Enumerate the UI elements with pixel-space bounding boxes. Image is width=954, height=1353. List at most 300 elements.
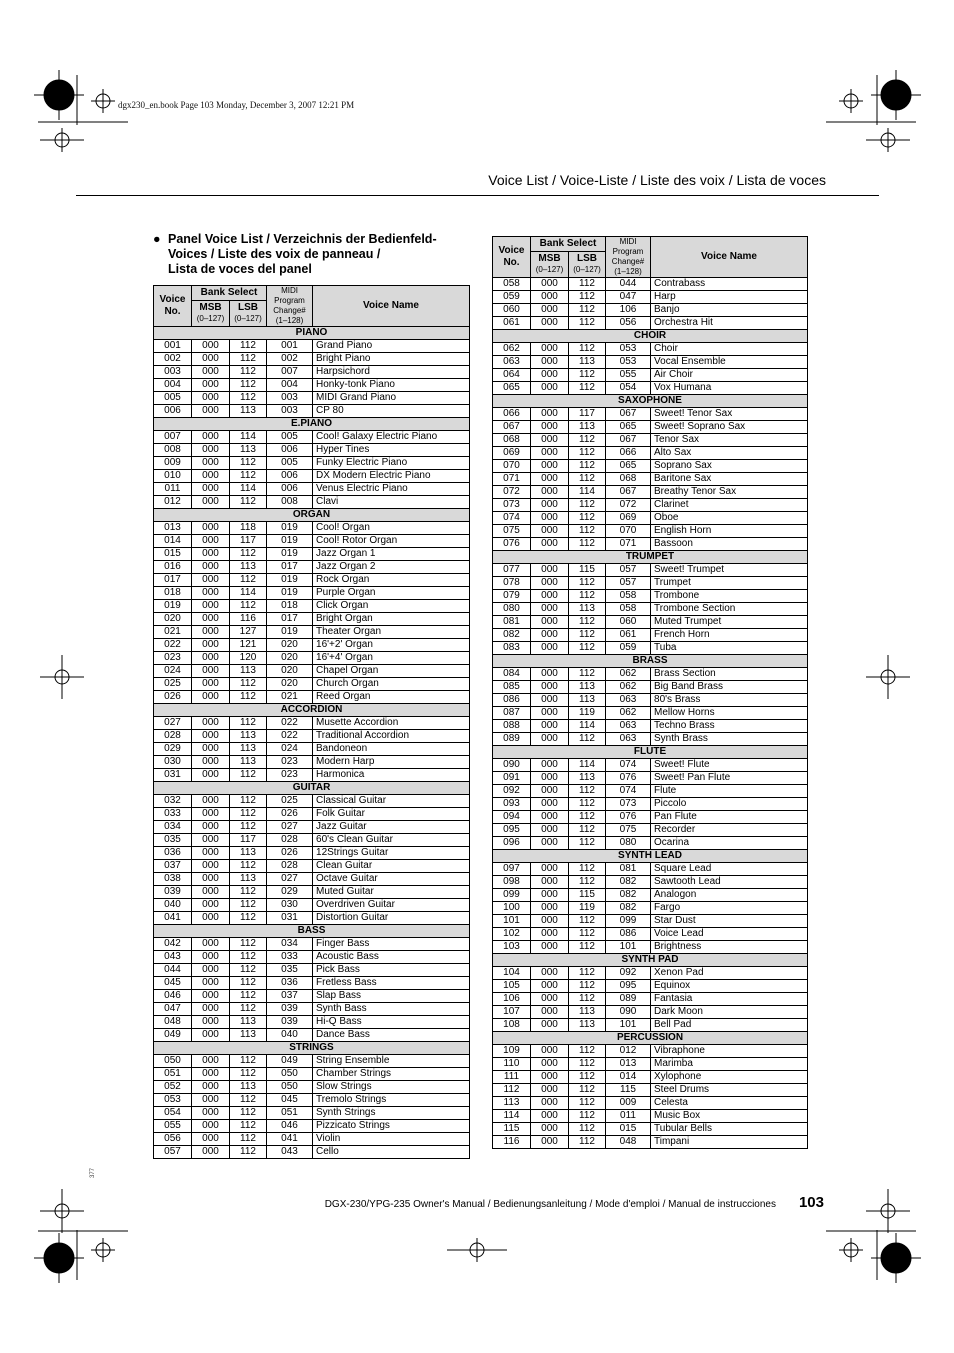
voice-no-cell: 047 [154,1003,192,1016]
msb-cell: 000 [192,431,230,444]
lsb-cell: 113 [230,1016,267,1029]
table-row [154,665,470,678]
voice-name-cell: Slow Strings [313,1081,470,1094]
msb-cell: 000 [531,824,569,837]
table-row [154,899,470,912]
voice-name-cell: 16'+4' Organ [313,652,470,665]
lsb-cell: 112 [230,951,267,964]
lsb-cell: 115 [569,889,606,902]
voice-name-cell: Brass Section [651,668,808,681]
voice-no-cell: 045 [154,977,192,990]
lsb-cell: 112 [230,860,267,873]
lsb-cell: 112 [569,590,606,603]
msb-cell: 000 [192,1120,230,1133]
program-change-cell: 063 [606,733,651,746]
lsb-cell: 113 [230,873,267,886]
lsb-cell: 112 [230,1107,267,1120]
lsb-cell: 113 [569,421,606,434]
voice-name-cell: Harpsichord [313,366,470,379]
voice-name-cell: Chapel Organ [313,665,470,678]
voice-no-cell: 022 [154,639,192,652]
voice-no-cell: 055 [154,1120,192,1133]
lsb-cell: 113 [230,743,267,756]
program-change-cell: 067 [606,408,651,421]
lsb-cell: 112 [230,1068,267,1081]
voice-name-cell: Alto Sax [651,447,808,460]
msb-cell: 000 [531,473,569,486]
voice-name-cell: Purple Organ [313,587,470,600]
program-change-cell: 028 [267,860,313,873]
lsb-cell: 112 [569,616,606,629]
lsb-cell: 114 [569,720,606,733]
msb-cell: 000 [192,1107,230,1120]
voice-no-cell: 037 [154,860,192,873]
msb-cell: 000 [192,613,230,626]
lsb-cell: 113 [230,1029,267,1042]
lsb-cell: 112 [230,1003,267,1016]
lsb-cell: 112 [230,964,267,977]
msb-cell: 000 [531,356,569,369]
table-row [154,1081,470,1094]
table-row [493,889,808,902]
msb-cell: 000 [531,785,569,798]
voice-name-cell: Click Organ [313,600,470,613]
msb-cell: 000 [531,343,569,356]
msb-cell: 000 [531,811,569,824]
voice-no-cell: 113 [493,1097,531,1110]
category-label: ACCORDION [154,704,470,717]
voice-name-cell: Pick Bass [313,964,470,977]
voice-no-cell: 100 [493,902,531,915]
voice-name-cell: Xenon Pad [651,967,808,980]
category-row [154,925,470,938]
category-row [493,1032,808,1045]
voice-name-cell: Sweet! Flute [651,759,808,772]
voice-name-cell: Tenor Sax [651,434,808,447]
voice-no-cell: 025 [154,678,192,691]
voice-name-cell: Reed Organ [313,691,470,704]
voice-no-cell: 106 [493,993,531,1006]
msb-cell: 000 [531,382,569,395]
program-change-cell: 031 [267,912,313,925]
voice-name-cell: Dance Bass [313,1029,470,1042]
table-row [493,1058,808,1071]
lsb-cell: 114 [569,759,606,772]
msb-cell: 000 [192,951,230,964]
lsb-cell: 116 [230,613,267,626]
lsb-cell: 112 [230,912,267,925]
msb-cell: 000 [531,616,569,629]
voice-name-cell: Cool! Rotor Organ [313,535,470,548]
voice-no-cell: 041 [154,912,192,925]
table-row [493,447,808,460]
voice-table-right [492,236,808,1149]
table-row [493,915,808,928]
voice-name-cell: Tuba [651,642,808,655]
voice-no-cell: 043 [154,951,192,964]
table-row [493,941,808,954]
voice-no-cell: 074 [493,512,531,525]
lsb-cell: 112 [569,668,606,681]
voice-no-cell: 001 [154,340,192,353]
msb-cell: 000 [192,678,230,691]
lsb-cell: 117 [230,535,267,548]
program-change-cell: 035 [267,964,313,977]
voice-no-cell: 002 [154,353,192,366]
lsb-cell: 117 [230,834,267,847]
page-number: 103 [798,1194,824,1211]
voice-no-cell: 004 [154,379,192,392]
voice-name-cell: Analogon [651,889,808,902]
lsb-cell: 112 [569,1110,606,1123]
table-row [154,470,470,483]
table-row [493,1123,808,1136]
voice-no-cell: 063 [493,356,531,369]
lsb-cell: 112 [230,938,267,951]
category-label: PIANO [154,327,470,340]
lsb-range: (0–127) [234,314,262,324]
msb-cell: 000 [531,837,569,850]
voice-no-cell: 085 [493,681,531,694]
voice-no-cell: 107 [493,1006,531,1019]
table-row [154,886,470,899]
voice-name-cell: Sweet! Trumpet [651,564,808,577]
voice-name-cell: Finger Bass [313,938,470,951]
program-change-cell: 004 [267,379,313,392]
program-change-cell: 057 [606,564,651,577]
header-rule [76,195,879,196]
midi-header-line: Program [612,247,644,256]
voice-name-cell: Celesta [651,1097,808,1110]
category-row [493,850,808,863]
program-change-cell: 033 [267,951,313,964]
lsb-cell: 112 [230,691,267,704]
table-row [493,707,808,720]
voice-no-cell: 098 [493,876,531,889]
voice-name-cell: Piccolo [651,798,808,811]
lsb-cell: 112 [569,473,606,486]
voice-no-cell: 073 [493,499,531,512]
voice-no-cell: 031 [154,769,192,782]
voice-no-cell: 109 [493,1045,531,1058]
msb-cell: 000 [531,707,569,720]
msb-header [192,300,230,326]
msb-cell: 000 [531,720,569,733]
msb-cell: 000 [531,1019,569,1032]
voice-name-cell: Steel Drums [651,1084,808,1097]
program-change-cell: 037 [267,990,313,1003]
msb-label: MSB [538,253,561,265]
table-row [493,967,808,980]
voice-name-cell: Church Organ [313,678,470,691]
table-row [154,1055,470,1068]
table-row [154,1146,470,1159]
header-row [493,237,808,252]
lsb-cell: 113 [569,1019,606,1032]
lsb-cell: 112 [569,642,606,655]
msb-cell: 000 [531,980,569,993]
midi-header-line: MIDI [281,286,298,295]
category-label: CHOIR [493,330,808,343]
table-row [154,691,470,704]
program-change-cell: 050 [267,1081,313,1094]
msb-cell: 000 [192,574,230,587]
table-row [493,408,808,421]
lsb-cell: 112 [230,678,267,691]
voice-name-cell: Slap Bass [313,990,470,1003]
program-change-cell: 058 [606,590,651,603]
midi-header-line: (1–128) [275,316,304,325]
table-row [154,574,470,587]
table-row [493,811,808,824]
voice-no-cell: 024 [154,665,192,678]
voice-name-cell: Modern Harp [313,756,470,769]
program-change-cell: 101 [606,941,651,954]
lsb-cell: 112 [230,899,267,912]
voice-no-cell: 067 [493,421,531,434]
section-title-line-1: Panel Voice List / Verzeichnis der Bedienfeld- [168,232,437,246]
voice-name-cell: Theater Organ [313,626,470,639]
program-change-cell: 019 [267,522,313,535]
program-change-cell: 065 [606,460,651,473]
lsb-cell: 112 [230,1120,267,1133]
table-row [493,304,808,317]
program-change-cell: 050 [267,1068,313,1081]
program-change-cell: 046 [267,1120,313,1133]
voice-name-cell: Tremolo Strings [313,1094,470,1107]
lsb-cell: 112 [569,343,606,356]
voice-name-cell: Big Band Brass [651,681,808,694]
category-row [154,1042,470,1055]
msb-cell: 000 [192,379,230,392]
msb-cell: 000 [192,1016,230,1029]
program-change-cell: 076 [606,772,651,785]
table-row [493,798,808,811]
voice-no-cell: 051 [154,1068,192,1081]
msb-cell: 000 [531,486,569,499]
msb-cell: 000 [192,1055,230,1068]
table-row [493,902,808,915]
program-change-cell: 023 [267,769,313,782]
msb-cell: 000 [531,1045,569,1058]
voice-no-cell: 039 [154,886,192,899]
voice-no-cell: 115 [493,1123,531,1136]
voice-name-cell: Baritone Sax [651,473,808,486]
table-row [154,1016,470,1029]
lsb-cell: 113 [230,1081,267,1094]
voice-name-cell: CP 80 [313,405,470,418]
msb-cell: 000 [531,408,569,421]
voice-name-cell: Bandoneon [313,743,470,756]
program-change-cell: 062 [606,668,651,681]
table-row [154,522,470,535]
msb-cell: 000 [192,626,230,639]
table-row [493,525,808,538]
voice-no-cell: 035 [154,834,192,847]
program-change-cell: 072 [606,499,651,512]
program-change-cell: 082 [606,876,651,889]
msb-cell: 000 [531,538,569,551]
voice-name-cell: Bright Organ [313,613,470,626]
voice-no-cell: 053 [154,1094,192,1107]
table-row [493,564,808,577]
lsb-cell: 112 [569,434,606,447]
midi-header-line: (1–128) [614,267,642,276]
program-change-cell: 090 [606,1006,651,1019]
table-row [154,964,470,977]
voice-name-cell: Harp [651,291,808,304]
voice-table-left [153,285,470,1159]
program-change-cell: 024 [267,743,313,756]
lsb-cell: 113 [230,756,267,769]
category-label: GUITAR [154,782,470,795]
lsb-cell: 113 [569,694,606,707]
voice-name-cell: Timpani [651,1136,808,1149]
lsb-range: (0–127) [573,265,601,275]
voice-name-cell: Equinox [651,980,808,993]
header-row [154,286,470,301]
program-change-cell: 051 [267,1107,313,1120]
table-row [154,340,470,353]
program-change-cell: 006 [267,470,313,483]
table-row [493,278,808,291]
voice-no-cell: 005 [154,392,192,405]
voice-no-cell: 026 [154,691,192,704]
voice-name-cell: Air Choir [651,369,808,382]
voice-name-cell: Star Dust [651,915,808,928]
msb-cell: 000 [531,733,569,746]
voice-name-cell: Synth Brass [651,733,808,746]
msb-cell: 000 [192,405,230,418]
msb-cell: 000 [192,977,230,990]
program-change-cell: 007 [267,366,313,379]
table-row [493,512,808,525]
lsb-cell: 112 [230,1055,267,1068]
voice-no-cell: 046 [154,990,192,1003]
voice-name-cell: Cello [313,1146,470,1159]
voice-name-cell: Jazz Organ 1 [313,548,470,561]
table-row [154,392,470,405]
lsb-cell: 112 [569,291,606,304]
program-change-cell: 020 [267,639,313,652]
msb-cell: 000 [192,821,230,834]
program-change-cell: 045 [267,1094,313,1107]
program-change-cell: 017 [267,561,313,574]
table-row [493,1006,808,1019]
voice-no-cell: 061 [493,317,531,330]
voice-no-cell: 111 [493,1071,531,1084]
program-change-cell: 026 [267,847,313,860]
voice-name-cell: Hi-Q Bass [313,1016,470,1029]
voice-name-cell: Voice Lead [651,928,808,941]
voice-name-cell: Vox Humana [651,382,808,395]
table-row [154,977,470,990]
voice-no-cell: 091 [493,772,531,785]
msb-cell: 000 [531,1084,569,1097]
msb-cell: 000 [192,1029,230,1042]
lsb-cell: 120 [230,652,267,665]
voice-no-cell: 076 [493,538,531,551]
voice-name-cell: Bell Pad [651,1019,808,1032]
section-title-line-2: Voices / Liste des voix de panneau / [168,247,381,261]
voice-name-cell: Sawtooth Lead [651,876,808,889]
program-change-cell: 115 [606,1084,651,1097]
voice-no-cell: 093 [493,798,531,811]
program-change-cell: 030 [267,899,313,912]
lsb-cell: 112 [230,990,267,1003]
program-change-cell: 006 [267,444,313,457]
voice-no-cell: 023 [154,652,192,665]
program-change-cell: 005 [267,457,313,470]
program-change-cell: 048 [606,1136,651,1149]
voice-no-header: Voice No. [493,237,531,278]
voice-name-cell: Dark Moon [651,1006,808,1019]
msb-cell: 000 [531,434,569,447]
voice-no-cell: 016 [154,561,192,574]
lsb-cell: 113 [569,772,606,785]
table-row [493,876,808,889]
voice-name-cell: Sweet! Tenor Sax [651,408,808,421]
msb-cell: 000 [192,860,230,873]
lsb-cell: 112 [569,382,606,395]
category-row [154,782,470,795]
voice-name-cell: MIDI Grand Piano [313,392,470,405]
lsb-cell: 112 [569,811,606,824]
msb-cell: 000 [531,278,569,291]
table-row [154,379,470,392]
table-row [154,613,470,626]
midi-header-line: Change# [611,257,645,266]
program-change-cell: 047 [606,291,651,304]
msb-cell: 000 [531,577,569,590]
voice-no-cell: 009 [154,457,192,470]
program-change-cell: 019 [267,574,313,587]
voice-no-cell: 068 [493,434,531,447]
voice-name-cell: Fargo [651,902,808,915]
voice-no-cell: 069 [493,447,531,460]
voice-name-cell: Fretless Bass [313,977,470,990]
lsb-cell: 112 [569,447,606,460]
voice-no-cell: 048 [154,1016,192,1029]
msb-cell: 000 [192,457,230,470]
voice-name-cell: Vocal Ensemble [651,356,808,369]
program-change-cell: 074 [606,759,651,772]
voice-name-header: Voice Name [651,237,808,278]
program-change-cell: 044 [606,278,651,291]
category-row [154,704,470,717]
program-change-cell: 073 [606,798,651,811]
msb-cell: 000 [531,629,569,642]
voice-no-cell: 066 [493,408,531,421]
msb-cell: 000 [192,964,230,977]
program-change-cell: 005 [267,431,313,444]
voice-name-cell: Cool! Galaxy Electric Piano [313,431,470,444]
voice-name-cell: String Ensemble [313,1055,470,1068]
voice-no-cell: 079 [493,590,531,603]
msb-cell: 000 [192,899,230,912]
msb-cell: 000 [531,668,569,681]
msb-cell: 000 [531,681,569,694]
table-row [493,668,808,681]
lsb-cell: 115 [569,564,606,577]
category-label: TRUMPET [493,551,808,564]
lsb-cell: 112 [230,574,267,587]
table-row [493,1110,808,1123]
lsb-cell: 112 [569,1123,606,1136]
program-change-cell: 059 [606,642,651,655]
program-change-cell: 065 [606,421,651,434]
voice-name-cell: Ocarina [651,837,808,850]
